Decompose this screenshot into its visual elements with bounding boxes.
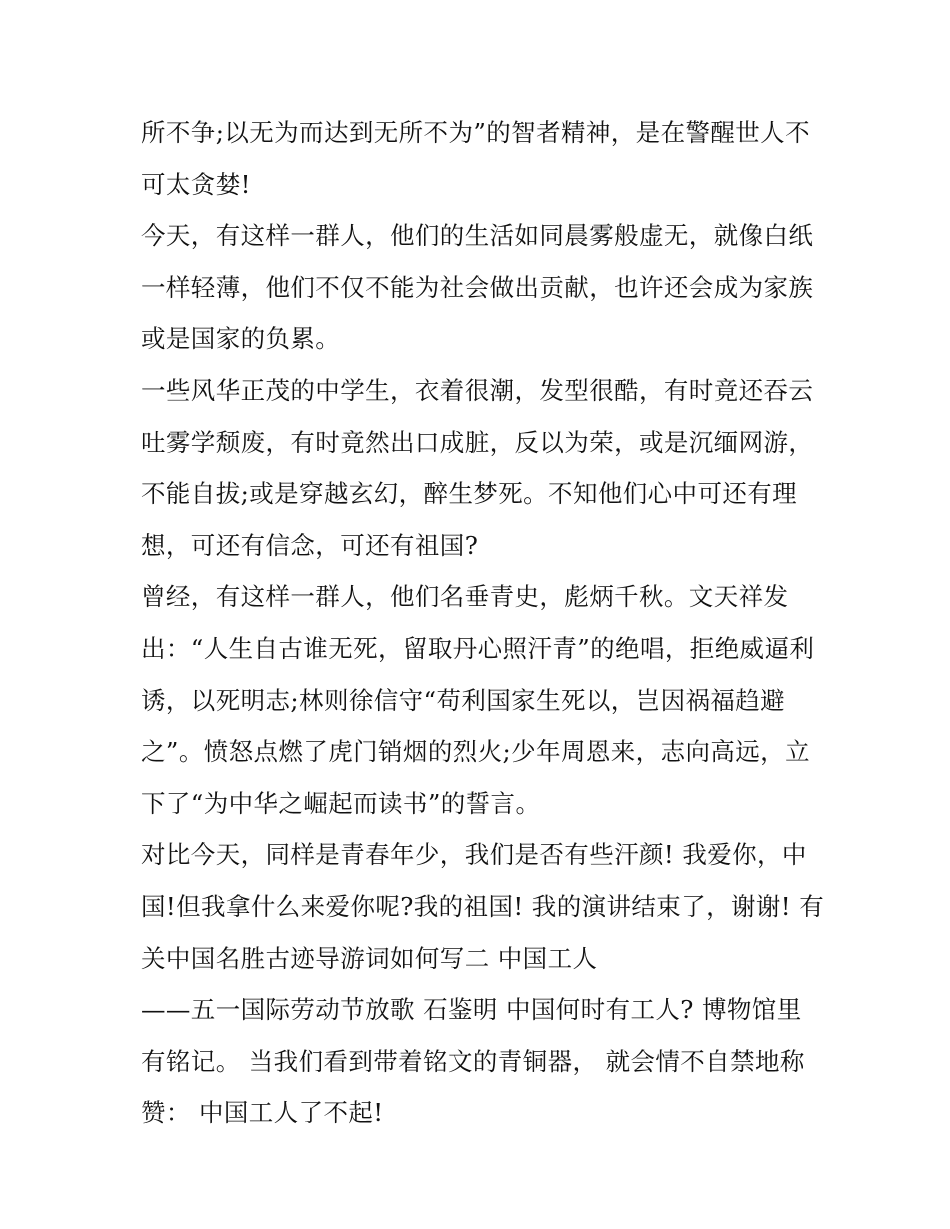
text-line: 想，可还有信念，可还有祖国? bbox=[141, 530, 479, 560]
document-body bbox=[141, 107, 825, 1139]
text-line: 国!但我拿什么来爱你呢?我的祖国! 我的演讲结束了，谢谢! 有 bbox=[141, 891, 825, 921]
text-line: 关中国名胜古迹导游词如何写二 中国工人 bbox=[141, 943, 598, 973]
text-line: 一样轻薄，他们不仅不能为社会做出贡献，也许还会成为家族 bbox=[141, 272, 814, 302]
text-line: 一些风华正茂的中学生，衣着很潮，发型很酷，有时竟还吞云 bbox=[141, 375, 814, 405]
text-line: 有铭记。 当我们看到带着铭文的青铜器， 就会情不自禁地称 bbox=[141, 1046, 805, 1076]
text-line: 之”。愤怒点燃了虎门销烟的烈火;少年周恩来，志向高远，立 bbox=[141, 737, 810, 767]
text-line: 出：“人生自古谁无死，留取丹心照汗青”的绝唱，拒绝威逼利 bbox=[141, 633, 815, 663]
text-line: 今天，有这样一群人，他们的生活如同晨雾般虚无，就像白纸 bbox=[141, 221, 814, 251]
text-line: ——五一国际劳动节放歌 石鉴明 中国何时有工人? 博物馆里 bbox=[141, 995, 802, 1025]
text-line: 或是国家的负累。 bbox=[141, 324, 341, 354]
text-line: 可太贪婪! bbox=[141, 169, 251, 199]
text-line: 赞： 中国工人了不起! bbox=[141, 1098, 384, 1128]
text-line: 曾经，有这样一群人，他们名垂青史，彪炳千秋。文天祥发 bbox=[141, 582, 789, 612]
text-line: 下了“为中华之崛起而读书”的誓言。 bbox=[141, 788, 541, 818]
text-line: 诱，以死明志;林则徐信守“苟利国家生死以，岂因祸福趋避 bbox=[141, 685, 786, 715]
text-line: 所不争;以无为而达到无所不为”的智者精神，是在警醒世人不 bbox=[141, 118, 810, 147]
text-line: 不能自拔;或是穿越玄幻，醉生梦死。不知他们心中可还有理 bbox=[141, 479, 798, 509]
text-line: 对比今天，同样是青春年少，我们是否有些汗颜! 我爱你，中 bbox=[141, 840, 807, 870]
text-line: 吐雾学颓废，有时竟然出口成脏，反以为荣，或是沉缅网游， bbox=[141, 427, 814, 457]
